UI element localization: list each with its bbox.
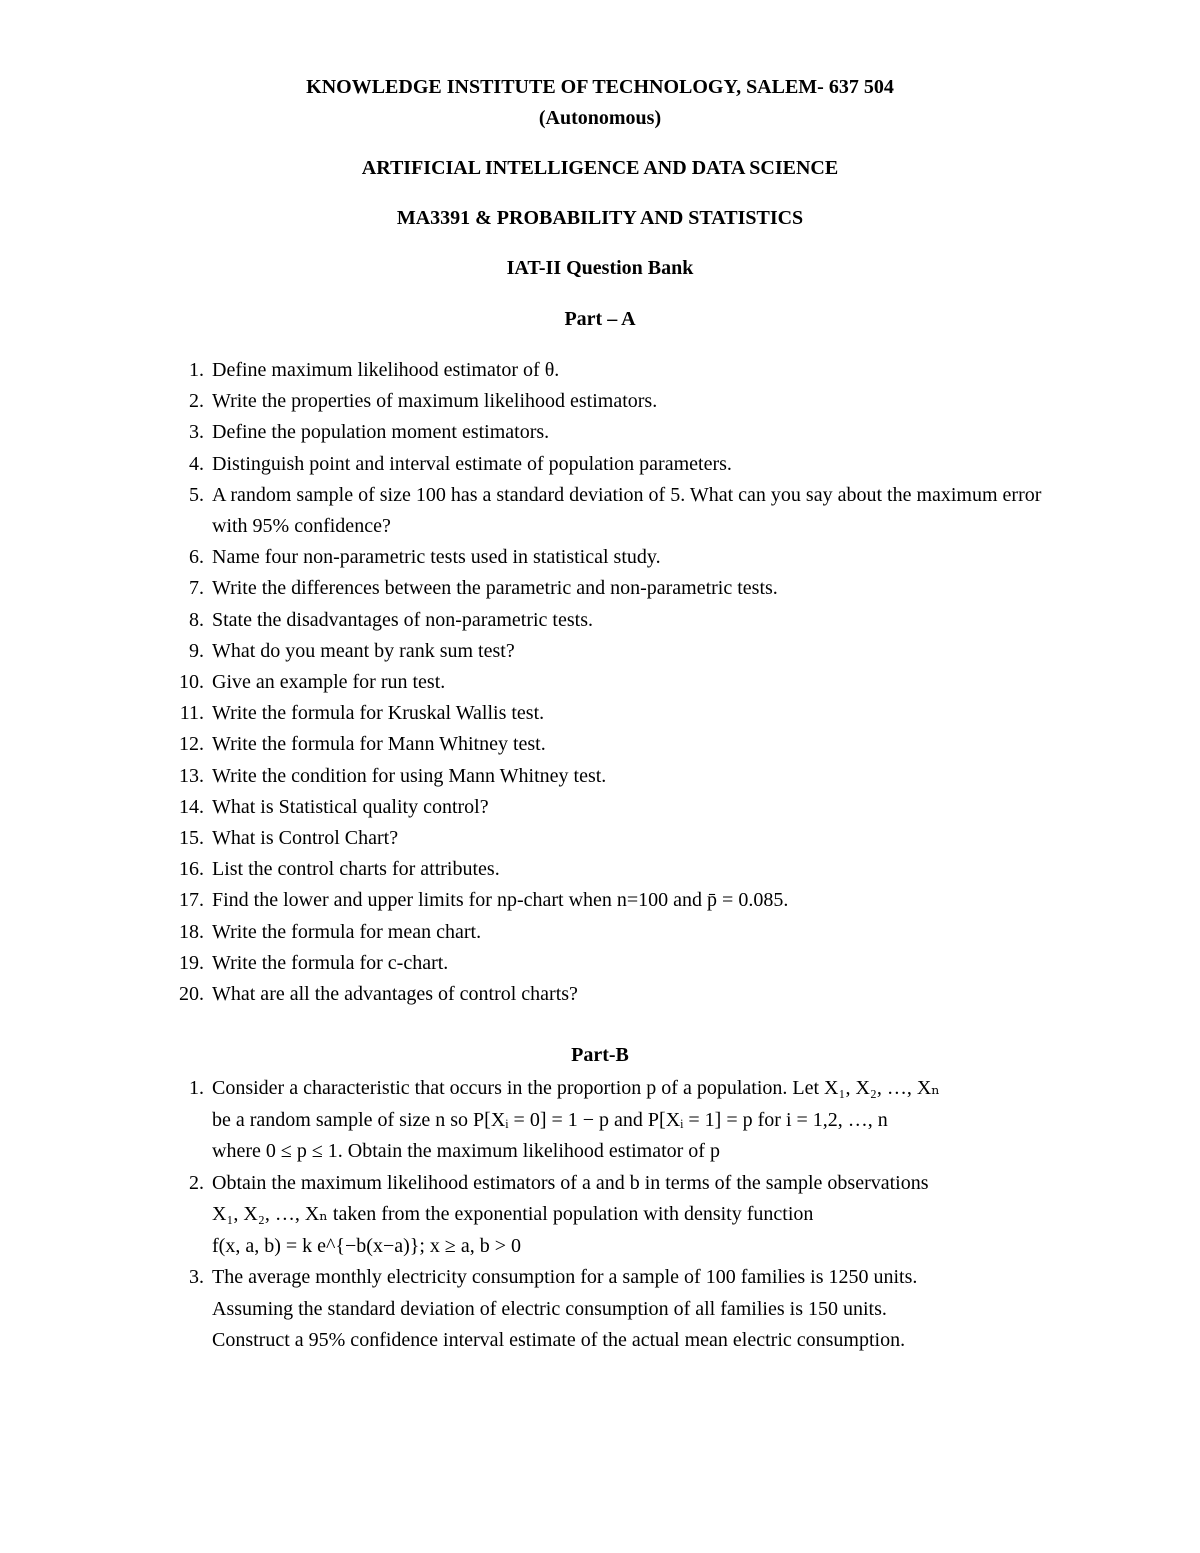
list-item	[160, 979, 1080, 1010]
question-number: 12.	[179, 733, 204, 756]
question-text: What are all the advantages of control charts?	[212, 983, 578, 1006]
department-title: ARTIFICIAL INTELLIGENCE AND DATA SCIENCE	[361, 157, 839, 179]
question-number: 3.	[189, 421, 204, 444]
list-item	[160, 792, 1080, 823]
list-item	[160, 1073, 1080, 1168]
question-number: 17.	[179, 889, 204, 912]
question-text: Write the formula for mean chart.	[212, 920, 482, 943]
autonomous-label: (Autonomous)	[538, 107, 662, 129]
question-number: 2.	[189, 1171, 204, 1194]
question-line: f(x, a, b) = k e^{−b(x−a)}; x ≥ a, b > 0	[212, 1234, 522, 1257]
list-item	[160, 636, 1080, 667]
list-item	[160, 542, 1080, 573]
part-a-question-list	[160, 355, 1080, 1010]
question-number: 6.	[189, 546, 204, 569]
question-text: Write the formula for c-chart.	[212, 951, 449, 974]
course-title: MA3391 & PROBABILITY AND STATISTICS	[396, 207, 804, 229]
question-text: Write the differences between the parametric and non-parametric tests.	[212, 577, 778, 600]
question-text: Write the properties of maximum likelihood estimators.	[212, 390, 658, 413]
list-item	[160, 1262, 1080, 1357]
question-line: be a random sample of size n so P[Xᵢ = 0] = 1 − p and P[Xᵢ = 1] = p for i = 1,2, …, n	[212, 1108, 888, 1131]
question-number: 13.	[179, 764, 204, 787]
list-item	[160, 917, 1080, 948]
question-text: What do you meant by rank sum test?	[212, 639, 515, 662]
question-text: What is Statistical quality control?	[212, 795, 489, 818]
list-item	[160, 480, 1080, 542]
list-item	[160, 667, 1080, 698]
question-line: where 0 ≤ p ≤ 1. Obtain the maximum likelihood estimator of p	[212, 1140, 720, 1162]
question-number: 2.	[189, 390, 204, 413]
question-number: 4.	[189, 452, 204, 475]
question-text: What is Control Chart?	[212, 827, 399, 850]
question-number: 20.	[179, 983, 204, 1006]
list-item	[160, 1168, 1080, 1263]
question-text: Find the lower and upper limits for np-chart when n=100 and p̄ = 0.085.	[212, 889, 789, 912]
question-number: 3.	[189, 1266, 204, 1288]
question-number: 1.	[189, 359, 204, 381]
part-b-title: Part-B	[571, 1044, 629, 1066]
question-text: Write the formula for Mann Whitney test.	[212, 733, 546, 756]
question-text: Define maximum likelihood estimator of θ.	[212, 359, 560, 381]
question-number: 16.	[179, 858, 204, 881]
question-number: 1.	[189, 1077, 204, 1099]
list-item	[160, 698, 1080, 729]
question-number: 5.	[189, 483, 204, 506]
question-line: The average monthly electricity consumption for a sample of 100 families is 1250 units.	[212, 1266, 918, 1288]
question-text: Define the population moment estimators.	[212, 421, 550, 444]
question-number: 18.	[179, 920, 204, 943]
list-item	[160, 605, 1080, 636]
question-number: 14.	[179, 795, 204, 818]
question-line: X₁, X₂, …, Xₙ taken from the exponential population with density function	[212, 1203, 814, 1225]
question-line: Obtain the maximum likelihood estimators of a and b in terms of the sample observations	[212, 1171, 929, 1194]
question-text: List the control charts for attributes.	[212, 858, 500, 881]
question-line: Construct a 95% confidence interval estimate of the actual mean electric consumption.	[212, 1329, 906, 1351]
exam-title: IAT-II Question Bank	[506, 257, 694, 279]
list-item	[160, 854, 1080, 885]
list-item	[160, 948, 1080, 979]
question-number: 10.	[179, 671, 204, 694]
list-item	[160, 573, 1080, 604]
question-number: 9.	[189, 639, 204, 662]
question-line: Assuming the standard deviation of electric consumption of all families is 150 units.	[212, 1297, 887, 1320]
part-b-question-list	[160, 1073, 1080, 1357]
list-item	[160, 885, 1080, 916]
question-text: Write the condition for using Mann Whitney test.	[212, 764, 607, 787]
list-item	[160, 761, 1080, 792]
institute-name: KNOWLEDGE INSTITUTE OF TECHNOLOGY, SALEM- 637 504	[306, 76, 894, 98]
question-text: State the disadvantages of non-parametric tests.	[212, 608, 593, 631]
question-text: A random sample of size 100 has a standard deviation of 5. What can you say about the maximum error with 95% confidence?	[212, 483, 1042, 538]
question-text: Write the formula for Kruskal Wallis test.	[212, 702, 545, 725]
list-item	[160, 449, 1080, 480]
question-number: 8.	[189, 608, 204, 631]
question-number: 11.	[179, 702, 204, 725]
part-a-title: Part – A	[564, 308, 636, 330]
list-item	[160, 729, 1080, 760]
question-line: Consider a characteristic that occurs in the proportion p of a population. Let X₁, X₂, …, Xₙ	[212, 1077, 940, 1099]
question-text: Give an example for run test.	[212, 671, 446, 694]
list-item	[160, 386, 1080, 417]
question-text: Name four non-parametric tests used in statistical study.	[212, 546, 661, 569]
question-text: Distinguish point and interval estimate of population parameters.	[212, 452, 732, 475]
question-number: 19.	[179, 951, 204, 974]
list-item	[160, 823, 1080, 854]
list-item	[160, 417, 1080, 448]
question-number: 15.	[179, 827, 204, 850]
question-number: 7.	[189, 577, 204, 600]
list-item	[160, 355, 1080, 386]
